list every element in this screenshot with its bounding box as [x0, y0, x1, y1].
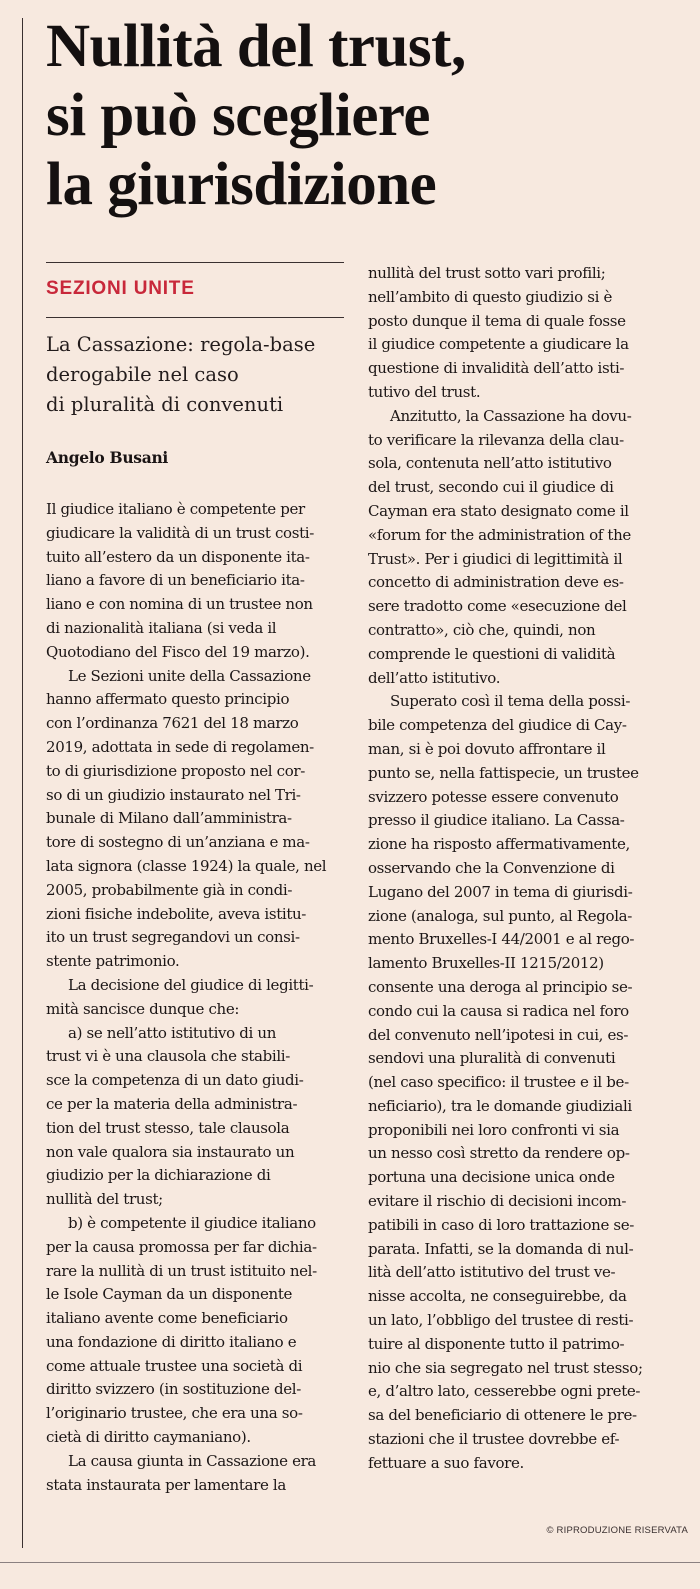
body-line: sa del beneficiario di ottenere le pre- [368, 1406, 637, 1425]
body-line: liano a favore di un beneficiario ita- [46, 571, 305, 590]
body-line: Quotodiano del Fisco del 19 marzo). [46, 642, 310, 661]
body-line: tutivo del trust. [368, 382, 481, 401]
body-line: zione (analoga, sul punto, al Regola- [368, 906, 632, 925]
body-line: liano e con nomina di un trustee non [46, 595, 313, 614]
right-column [368, 262, 670, 1476]
body-line: tuire al disponente tutto il patrimo- [368, 1334, 625, 1353]
body-line: «forum for the administration of the [368, 525, 631, 544]
body-line: b) è competente il giudice italiano [68, 1213, 316, 1232]
body-line: a) se nell’atto istitutivo di un [68, 1023, 276, 1042]
body-line: le Isole Cayman da un disponente [46, 1285, 293, 1304]
body-line: tion del trust stesso, tale clausola [46, 1118, 290, 1137]
subtitle-line: La Cassazione: regola-base [46, 333, 316, 356]
author-byline: Angelo Busani [46, 448, 169, 467]
body-line: condo cui la causa si radica nel foro [368, 1001, 629, 1020]
body-line: Lugano del 2007 in tema di giurisdi- [368, 882, 633, 901]
body-line: man, si è poi dovuto affrontare il [368, 739, 606, 758]
body-line: parata. Infatti, se la domanda di nul- [368, 1239, 634, 1258]
body-line: il giudice competente a giudicare la [368, 335, 629, 354]
body-line: Superato così il tema della possi- [390, 692, 631, 711]
body-line: Cayman era stato designato come il [368, 501, 629, 520]
body-line: presso il giudice italiano. La Cassa- [368, 811, 625, 830]
body-line: stazioni che il trustee dovrebbe ef- [368, 1430, 620, 1449]
body-line: comprende le questioni di validità [368, 644, 616, 663]
body-line: come attuale trustee una società di [46, 1356, 303, 1375]
left-vertical-rule [22, 18, 23, 1548]
body-line: (nel caso specifico: il trustee e il be- [368, 1073, 629, 1092]
article-subtitle [46, 330, 344, 420]
body-line: so di un giudizio instaurato nel Tri- [46, 785, 301, 804]
subtitle-line: derogabile nel caso [46, 363, 239, 386]
body-line: nio che sia segregato nel trust stesso; [368, 1358, 643, 1377]
body-line: zioni fisiche indebolite, aveva istitu- [46, 904, 307, 923]
body-line: del trust, secondo cui il giudice di [368, 478, 614, 497]
body-line: con l’ordinanza 7621 del 18 marzo [46, 714, 299, 733]
body-line: del convenuto nell’ipotesi in cui, es- [368, 1025, 629, 1044]
body-line: evitare il rischio di decisioni incom- [368, 1192, 627, 1211]
body-line: un lato, l’obbligo del trustee di resti- [368, 1311, 634, 1330]
section-label: SEZIONI UNITE [46, 278, 195, 299]
body-line: mento Bruxelles-I 44/2001 e al rego- [368, 930, 635, 949]
body-line: lità dell’atto istitutivo del trust ve- [368, 1263, 616, 1282]
body-line: svizzero potesse essere convenuto [368, 787, 619, 806]
body-line: 2005, probabilmente già in condi- [46, 880, 293, 899]
body-line: stata instaurata per lamentare la [46, 1475, 286, 1494]
body-line: contratto», ciò che, quindi, non [368, 620, 596, 639]
body-line: di nazionalità italiana (si veda il [46, 618, 277, 637]
body-line: Anzitutto, la Cassazione ha dovu- [390, 406, 632, 425]
left-body-text [46, 498, 344, 1497]
body-line: ito un trust segregandovi un consi- [46, 928, 300, 947]
title-line: Nullità del trust, [46, 13, 466, 80]
body-line: portuna una decisione unica onde [368, 1168, 615, 1187]
body-line: dell’atto istitutivo. [368, 668, 501, 687]
body-line: e, d’altro lato, cesserebbe ogni prete- [368, 1382, 641, 1401]
body-line: punto se, nella fattispecie, un trustee [368, 763, 639, 782]
body-line: cietà di diritto caymaniano). [46, 1428, 251, 1447]
body-line: una fondazione di diritto italiano e [46, 1332, 297, 1351]
subtitle-line: di pluralità di convenuti [46, 393, 284, 416]
body-line: un nesso così stretto da rendere op- [368, 1144, 630, 1163]
body-line: 2019, adottata in sede di regolamen- [46, 737, 314, 756]
body-line: zione ha risposto affermativamente, [368, 835, 630, 854]
body-line: lata signora (classe 1924) la quale, nel [46, 856, 327, 875]
body-line: stente patrimonio. [46, 952, 180, 971]
body-line: ce per la materia della administra- [46, 1094, 298, 1113]
body-line: italiano avente come beneficiario [46, 1309, 288, 1328]
article-title [46, 12, 676, 219]
body-line: neficiario), tra le domande giudiziali [368, 1096, 632, 1115]
body-line: to di giurisdizione proposto nel cor- [46, 761, 305, 780]
body-line: rare la nullità di un trust istituito nel- [46, 1261, 317, 1280]
body-line: giudicare la validità di un trust costi- [46, 523, 314, 542]
body-line: La decisione del giudice di legitti- [68, 975, 314, 994]
body-line: Trust». Per i giudici di legittimità il [368, 549, 623, 568]
body-line: mità sancisce dunque che: [46, 999, 240, 1018]
body-line: concetto di administration deve es- [368, 573, 624, 592]
body-line: consente una deroga al principio se- [368, 977, 633, 996]
body-line: proponibili nei loro confronti vi sia [368, 1120, 620, 1139]
copyright-notice: © RIPRODUZIONE RISERVATA [546, 1525, 688, 1536]
body-line: questione di invalidità dell’atto isti- [368, 359, 625, 378]
bottom-rule [0, 1562, 700, 1563]
right-body-text [368, 262, 670, 1476]
body-line: nisse accolta, ne conseguirebbe, da [368, 1287, 627, 1306]
section-bottom-rule [46, 317, 344, 318]
body-line: La causa giunta in Cassazione era [68, 1451, 317, 1470]
body-line: fettuare a suo favore. [368, 1453, 524, 1472]
body-line: per la causa promossa per far dichia- [46, 1237, 317, 1256]
body-line: Le Sezioni unite della Cassazione [68, 666, 311, 685]
body-line: sce la competenza di un dato giudi- [46, 1071, 304, 1090]
left-column [46, 262, 344, 1497]
body-line: trust vi è una clausola che stabili- [46, 1047, 290, 1066]
body-line: bile competenza del giudice di Cay- [368, 716, 627, 735]
body-line: non vale qualora sia instaurato un [46, 1142, 295, 1161]
body-line: tore di sostegno di un’anziana e ma- [46, 833, 310, 852]
body-line: nell’ambito di questo giudizio si è [368, 287, 612, 306]
body-line: nullità del trust; [46, 1190, 163, 1209]
body-line: sendovi una pluralità di convenuti [368, 1049, 616, 1068]
title-line: la giurisdizione [46, 151, 437, 218]
body-line: l’originario trustee, che era una so- [46, 1404, 303, 1423]
body-line: sere tradotto come «esecuzione del [368, 597, 627, 616]
body-line: sola, contenuta nell’atto istitutivo [368, 454, 612, 473]
body-line: Il giudice italiano è competente per [46, 500, 305, 518]
body-line: posto dunque il tema di quale fosse [368, 311, 626, 330]
title-line: si può scegliere [46, 82, 430, 149]
body-line: patibili in caso di loro trattazione se- [368, 1215, 634, 1234]
body-line: to verificare la rilevanza della clau- [368, 430, 624, 449]
body-line: lamento Bruxelles-II 1215/2012) [368, 954, 604, 973]
body-line: bunale di Milano dall’amministra- [46, 809, 292, 828]
body-line: nullità del trust sotto vari profili; [368, 264, 606, 282]
body-line: hanno affermato questo principio [46, 690, 290, 709]
body-line: osservando che la Convenzione di [368, 858, 615, 877]
body-line: diritto svizzero (in sostituzione del- [46, 1380, 301, 1399]
body-line: tuito all’estero da un disponente ita- [46, 547, 310, 566]
body-line: giudizio per la dichiarazione di [46, 1166, 271, 1185]
